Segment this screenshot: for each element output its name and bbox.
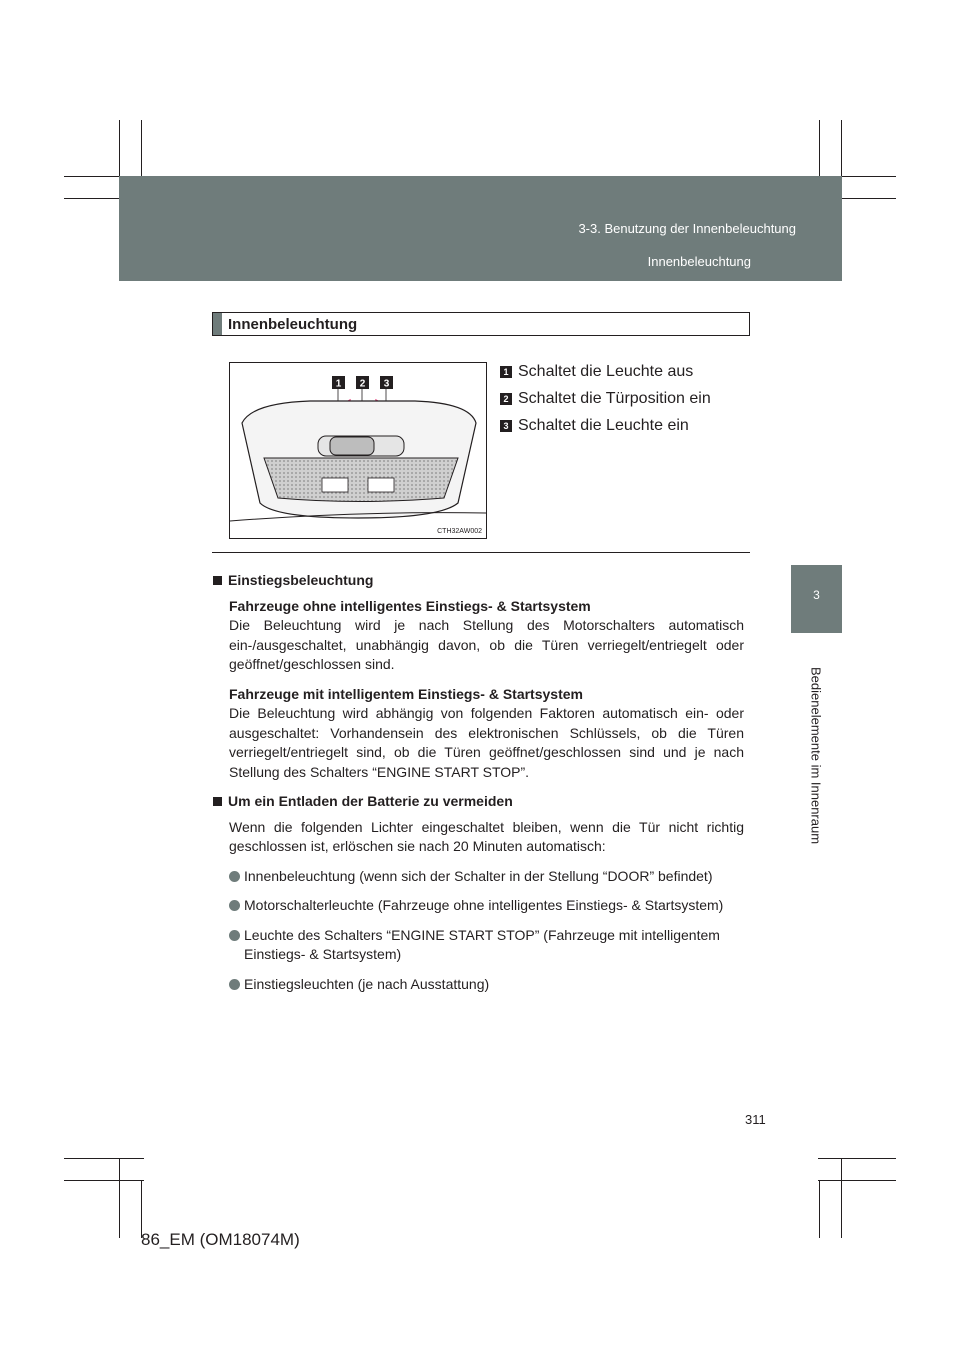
list-item-text: Innenbeleuchtung (wenn sich der Schalter in der Stellung “DOOR” befindet) [244,867,713,884]
lamp-bulb-right [368,478,394,492]
text-mit: Die Beleuchtung wird abhängig von folgenden Faktoren automatisch ein- oder ausgeschaltet: Vorhandensein des elektronischen Schlüssels, ob die Türen verriegelt/entriegelt sind, ob die Türen geöffnet/geschlossen sind und je nach Stellung des Schalters “ENGINE START STOP”. [229,705,744,780]
legend-item [500,358,750,385]
subheading-mit: Fahrzeuge mit intelligentem Einstiegs- & Startsystem [229,685,583,702]
section-divider [212,552,750,553]
page-content [213,571,744,994]
heading-einstieg [213,571,744,591]
list-item-text: Motorschalterleuchte (Fahrzeuge ohne intelligentes Einstiegs- & Startsystem) [244,897,724,913]
legend-number: 1 [500,366,512,378]
interior-light-illustration [229,362,487,539]
list-item-text: Leuchte des Schalters “ENGINE START STOP” (Fahrzeuge mit intelligentem Einstiegs- & Startsystem) [244,926,720,962]
crop-mark [818,1180,896,1181]
paragraph-einstieg-1 [229,597,744,675]
page-header [119,176,842,281]
switch-knob [330,437,374,455]
list-item-text: Einstiegsleuchten (je nach Ausstattung) [244,975,490,992]
crop-mark [64,1158,144,1159]
text-ohne: Die Beleuchtung wird je nach Stellung des Motorschalters automatisch ein-/ausgeschaltet, unabhängig davon, ob die Türen verriegelt/entriegelt oder geöffnet/geschlossen sind. [229,617,744,672]
crop-mark [818,1158,896,1159]
crop-mark [64,1180,144,1181]
paragraph-einstieg-2 [229,685,744,783]
header-section-title: 3-3. Benutzung der Innenbeleuchtung [578,221,796,236]
page-number: 311 [745,1112,766,1127]
footer-code: 86_EM (OM18074M) [141,1230,300,1249]
bullet-dot-icon [229,930,240,941]
paragraph-batterie: Wenn die folgenden Lichter eingeschaltet bleiben, wenn die Tür nicht richtig geschlossen ist, erlöschen sie nach 20 Minuten automatisch: [229,818,744,854]
chapter-tab [791,565,842,633]
heading-batterie [213,792,744,812]
list-item [229,975,744,995]
chapter-number: 3 [813,588,820,602]
list-item [229,896,744,916]
heading-einstieg-text: Einstiegsbeleuchtung [228,572,374,588]
section-title-bar [213,313,222,335]
figure-legend [500,358,750,439]
lamp-bulb-left [322,478,348,492]
section-title-box [212,312,750,336]
crop-mark [119,1158,120,1238]
legend-number: 2 [500,393,512,405]
crop-mark [819,1180,820,1238]
callout-3-label: 3 [383,378,390,390]
legend-item [500,412,750,439]
legend-number: 3 [500,420,512,432]
list-item [229,926,744,965]
header-subsection-title: Innenbeleuchtung [647,254,751,269]
legend-text: Schaltet die Leuchte ein [518,416,689,434]
callout-2-label: 2 [359,378,366,390]
square-bullet-icon [213,576,222,585]
crop-mark [841,1158,842,1238]
list-item [229,867,744,887]
square-bullet-icon [213,797,222,806]
bullet-dot-icon [229,871,240,882]
callout-1-label: 1 [335,378,342,390]
subheading-ohne: Fahrzeuge ohne intelligentes Einstiegs- & Startsystem [229,597,591,614]
chapter-title: Bedienelemente im Innenraum [808,667,824,845]
legend-item [500,385,750,412]
legend-text: Schaltet die Türposition ein [518,389,711,407]
lamp-lens [264,458,458,502]
interior-light-drawing [230,363,486,538]
bullet-dot-icon [229,979,240,990]
bullet-dot-icon [229,900,240,911]
section-title: Innenbeleuchtung [228,315,358,333]
figure-code: CTH32AW002 [437,528,482,535]
heading-batterie-text: Um ein Entladen der Batterie zu vermeiden [228,793,513,809]
legend-text: Schaltet die Leuchte aus [518,362,694,380]
